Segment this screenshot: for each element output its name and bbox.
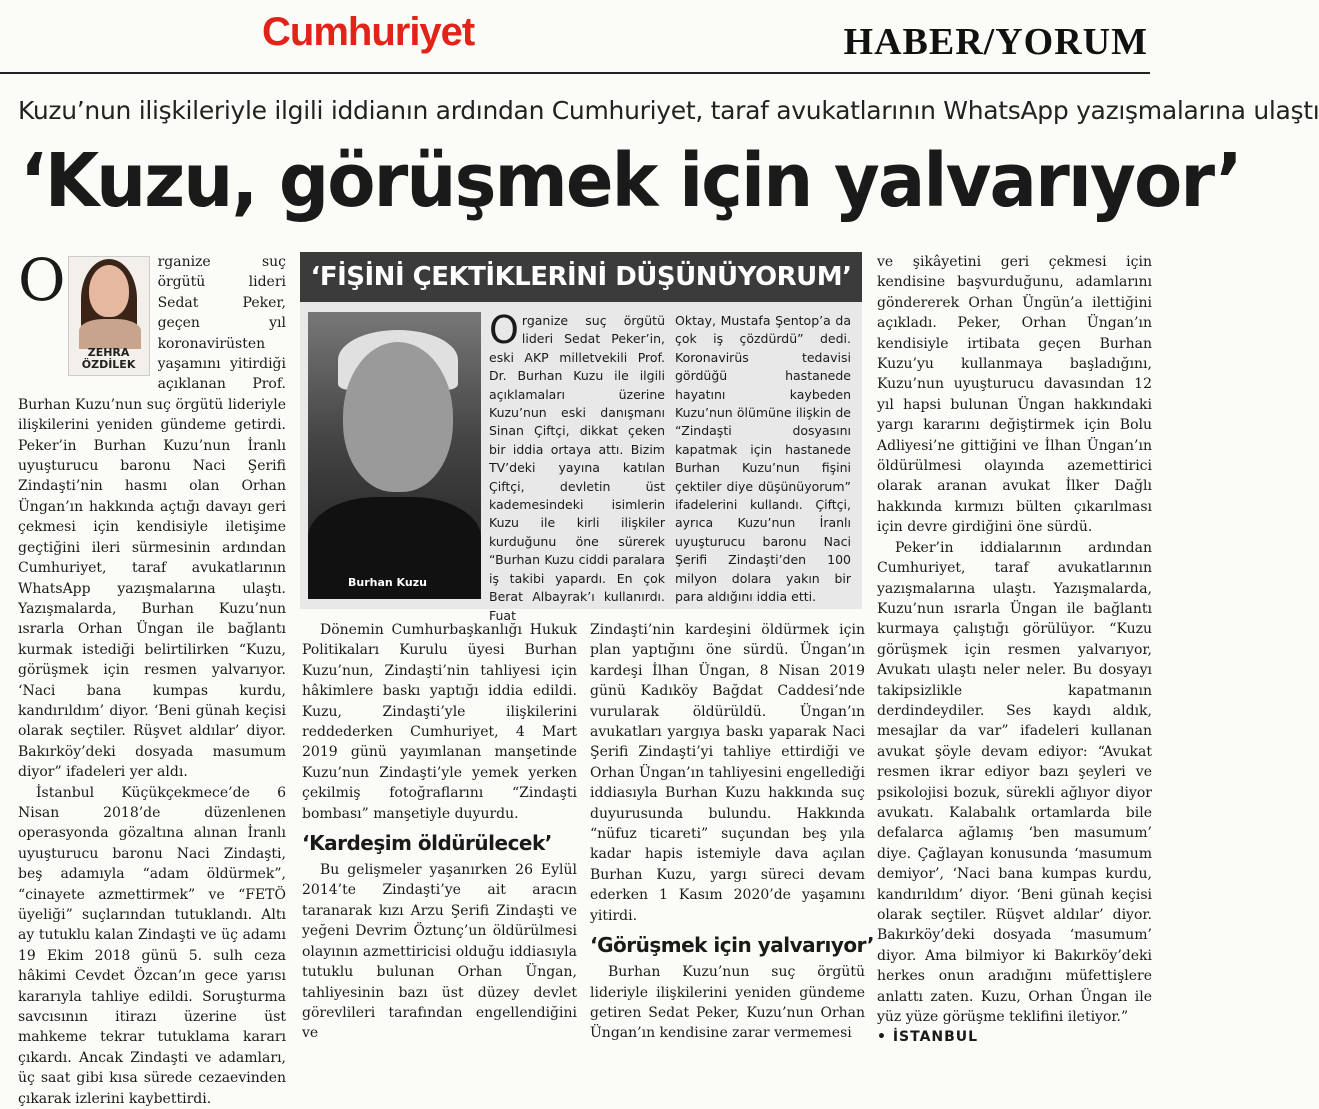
byline: • İSTANBUL — [877, 1029, 979, 1046]
col4-paragraph-2: Peker’in iddialarının ardından Cumhuriyet, taraf avukatlarının yazışmalarına ulaştı. Yazışmalarda, Kuzu’nun ısrarla Üngan ile bağlantı kurmaya çalıştığı görülüyor. “Kuzu görüşmek için resmen yalvarıyor, Avukatı ulaştı neler neler. Bu dosyayı takipsizlikle kapatmanın derdindeydiler. Ses kaydı aldık, mesajlar da var” ifadeleri kullanan avukat şöyle devam ediyor: “Avukat resmen ikrar ediyor bazı şeyleri ve psikolojisi bozuk, sürekli ağlıyor diyor avukatı. Kalabalık ortamlarda bile defalarca ağlamış ‘ben masumum’ diye. Çağlayan konusunda ‘masumum demiyor’, ‘Naci bana kumpas kurdu, kandırıldım’ diyor. ‘Beni günah keçisi olarak seçtiler. Rüşvet aldılar’ diyor. Bakırköy’deki dosyada ‘masumum’ diyor. Ama bilmiyor ki Bakırköy’deki herkes onun aradığını müfettişlere anlattı zaten. Kuzu, Orhan Üngan ile yüz yüze görüşme teklifini iletiyor.” — [877, 539, 1152, 1026]
col2-paragraph-1: Dönemin Cumhurbaşkanlığı Hukuk Politikaları Kurulu üyesi Burhan Kuzu’nun, Zindaşti’nin tahliyesi için hâkimlere baskı yaptığı iddia edildi. Kuzu, Zindaşti’yle ilişkilerini reddederken Cumhuriyet, 4 Mart 2019 günü yayımlanan manşetinde Kuzu’nun Zindaşti’yle yemek yerken çekilmiş fotoğraflarını “Zindaşti bombası” manşetiyle duyurdu. — [302, 622, 577, 822]
column-2 — [302, 620, 577, 1042]
column-3 — [590, 620, 874, 1042]
col2-subheading: ‘Kardeşim öldürülecek’ — [302, 831, 552, 856]
masthead — [0, 0, 1200, 72]
section-label: HABER/YORUM — [843, 21, 1148, 63]
burhan-kuzu-photo — [308, 312, 481, 599]
author-photo — [68, 256, 150, 376]
sidebar-column-2 — [675, 312, 851, 605]
col3-subheading: ‘Görüşmek için yalvarıyor’ — [590, 933, 874, 958]
col3-paragraph-1: Zindaşti’nin kardeşini öldürmek için plan yaptığını öne sürdü. Üngan’ın kardeşi İlhan Üngan, 8 Nisan 2019 günü Kadıköy Bağdat Caddesi’nde vurularak öldürüldü. Üngan’ın avukatları yargıya baskı yaparak Naci Şerifi Zindaşti’yi tahliye ettirdiği ve Orhan Üngan’ın tahliyesini engellediği iddiasıyla Burhan Kuzu hakkında suç duyurusunda bulundu. Hakkında “nüfuz ticareti” suçundan beş yıla kadar hapis istemiyle dava açılan Burhan Kuzu, yargı süreci devam ederken 1 Kasım 2020’de yaşamını yitirdi. — [590, 622, 865, 924]
sidebar-text-b: Oktay, Mustafa Şentop’a da çok iş çözdürdü” dedi. Koronavirüs tedavisi gördüğü hastanede hayatını kaybeden Kuzu’nun ölümüne ilişkin de “Zindaşti dosyasını kapatmak için hastanede Burhan Kuzu’nun fişini çektiler diye düşünüyorum” ifadelerini kullandı. Çiftçi, ayrıca Kuzu’nun İranlı uyuşturucu baronu Naci Şerifi Zindaşti’den 100 milyon dolara yakın bir para aldığını iddia etti. — [675, 313, 851, 605]
column-1 — [18, 246, 286, 1107]
photo-caption: Burhan Kuzu — [348, 576, 427, 589]
col3-paragraph-2: Burhan Kuzu’nun suç örgütü lideriyle ilişkilerini yeniden gündeme getiren Sedat Peker, Kuzu’nun Orhan Üngan’ın kendisine zarar vermemesi — [590, 964, 865, 1042]
author-name: ZEHRA ÖZDİLEK — [81, 346, 136, 371]
col1-paragraph-1: rganize suç örgütü lideri Sedat Peker, geçen yıl koronavirüsten yaşamını yitirdiği açıklanan Prof. Burhan Kuzu’nun suç örgütü lideriyle ilişkilerini yeniden gündeme getirdi. Peker’in Burhan Kuzu’nun İranlı uyuşturucu baronu Naci Şerifi Zindaşti’nin hasmı olan Orhan Üngan’ın hakkında açtığı davayı geri çekmesi için kendisiyle iletişime geçtiğini ileri sürmesinin ardından Cumhuriyet, taraf avukatlarının WhatsApp yazışmalarına ulaştı. Yazışmalarda, Burhan Kuzu’nun ısrarla Orhan Üngan ile bağlantı kurmak istediği belirtilirken “Kuzu, görüşmek için resmen yalvarıyor. ‘Naci bana kumpas kurdu, kandırıldım’ diyor. ‘Beni günah keçisi olarak seçtiler. Rüşvet aldılar’ diyor. Bakırköy’deki dosyada masumum diyor” ifadeleri yer aldı. — [18, 254, 286, 781]
author-face — [89, 265, 129, 317]
article-kicker: Kuzu’nun ilişkileriyle ilgili iddianın ardından Cumhuriyet, taraf avukatlarının WhatsApp yazışmalarına ulaştı — [18, 96, 1319, 125]
sidebar-drop-cap: O — [489, 308, 519, 352]
col2-paragraph-2: Bu gelişmeler yaşanırken 26 Eylül 2014’te Zindaşti’ye ait aracın taranarak kızı Arzu Şerifi Zindaşti ve yeğeni Devrim Öztunç’un öldürülmesi olayının azmettiricisi olduğu iddiasıyla tutuklu bulunan Orhan Üngan, tahliyesinin bazı üst düzey devlet görevlileri tarafından engellendiğini ve — [302, 862, 577, 1042]
drop-cap: O — [18, 246, 66, 314]
header-divider — [0, 72, 1150, 74]
sidebar-box — [300, 252, 862, 623]
author-body — [79, 319, 141, 349]
sidebar-column-1 — [489, 308, 665, 623]
sidebar-title: ‘FİŞİNİ ÇEKTİKLERİNİ DÜŞÜNÜYORUM’ — [300, 252, 862, 302]
article-headline: ‘Kuzu, görüşmek için yalvarıyor’ — [20, 138, 1241, 224]
newspaper-logo[interactable]: Cumhuriyet — [262, 10, 475, 54]
column-4 — [877, 252, 1152, 1046]
sidebar-text-a: rganize suç örgütü lideri Sedat Peker’in, eski AKP milletvekili Prof. Dr. Burhan Kuzu ile ilgili açıklamaları üzerine Kuzu’nun eski danışmanı Sinan Çiftçi, dikkat çeken bir iddia ortaya attı. Bizim TV’deki yayına katılan Çiftçi, devletin üst kademesindeki isimlerin Kuzu ile kirli ilişkiler kurduğunu öne sürerek “Burhan Kuzu ciddi paralara iş takibi yapardı. En çok Berat Albayrak’ı kullanırdı. Fuat — [489, 313, 665, 623]
col4-paragraph-1: ve şikâyetini geri çekmesi için kendisine başvurduğunu, adamlarını göndererek Orhan Üngün’a ilettiğini açıkladı. Peker, Orhan Üngan’ın kendisiyle irtibata geçen Burhan Kuzu’yu kullanmaya başladığını, Kuzu’nun uyuşturucu davasından 12 yıl hapsi bulunan Üngan hakkındaki yargı kararını değiştirmek için Bolu Adliyesi’ne gittiğini ve İlhan Üngan’ın öldürülmesi olayında azemettirici olarak aranan avukat İlker Dağlı hakkında kırmızı bülten çıkarılması için devre girdiğini öne sürdü. — [877, 254, 1152, 536]
col1-paragraph-2: İstanbul Küçükçekmece’de 6 Nisan 2018’de düzenlenen operasyonda gözaltına alınan İranlı uyuşturucu baronu Naci Zindaşti, beş adamıyla “adam öldürmek”, “cinayete azmettirmek” ve “FETÖ üyeliği” suçlarından tutuklandı. Altı ay tutuklu kalan Zindaşti ve üç adamı 19 Ekim 2018 günü 5. sulh ceza hâkimi Cevdet Özcan’ın gece yarısı kararıyla tahliye edildi. Soruşturma savcısının itirazı üzerine üst mahkeme tekrar tutuklama kararı çıkardı. Ancak Zindaşti ve adamları, üç saat gibi kısa sürede cezaevinden çıkarak izlerini kaybettirdi. — [18, 784, 286, 1107]
